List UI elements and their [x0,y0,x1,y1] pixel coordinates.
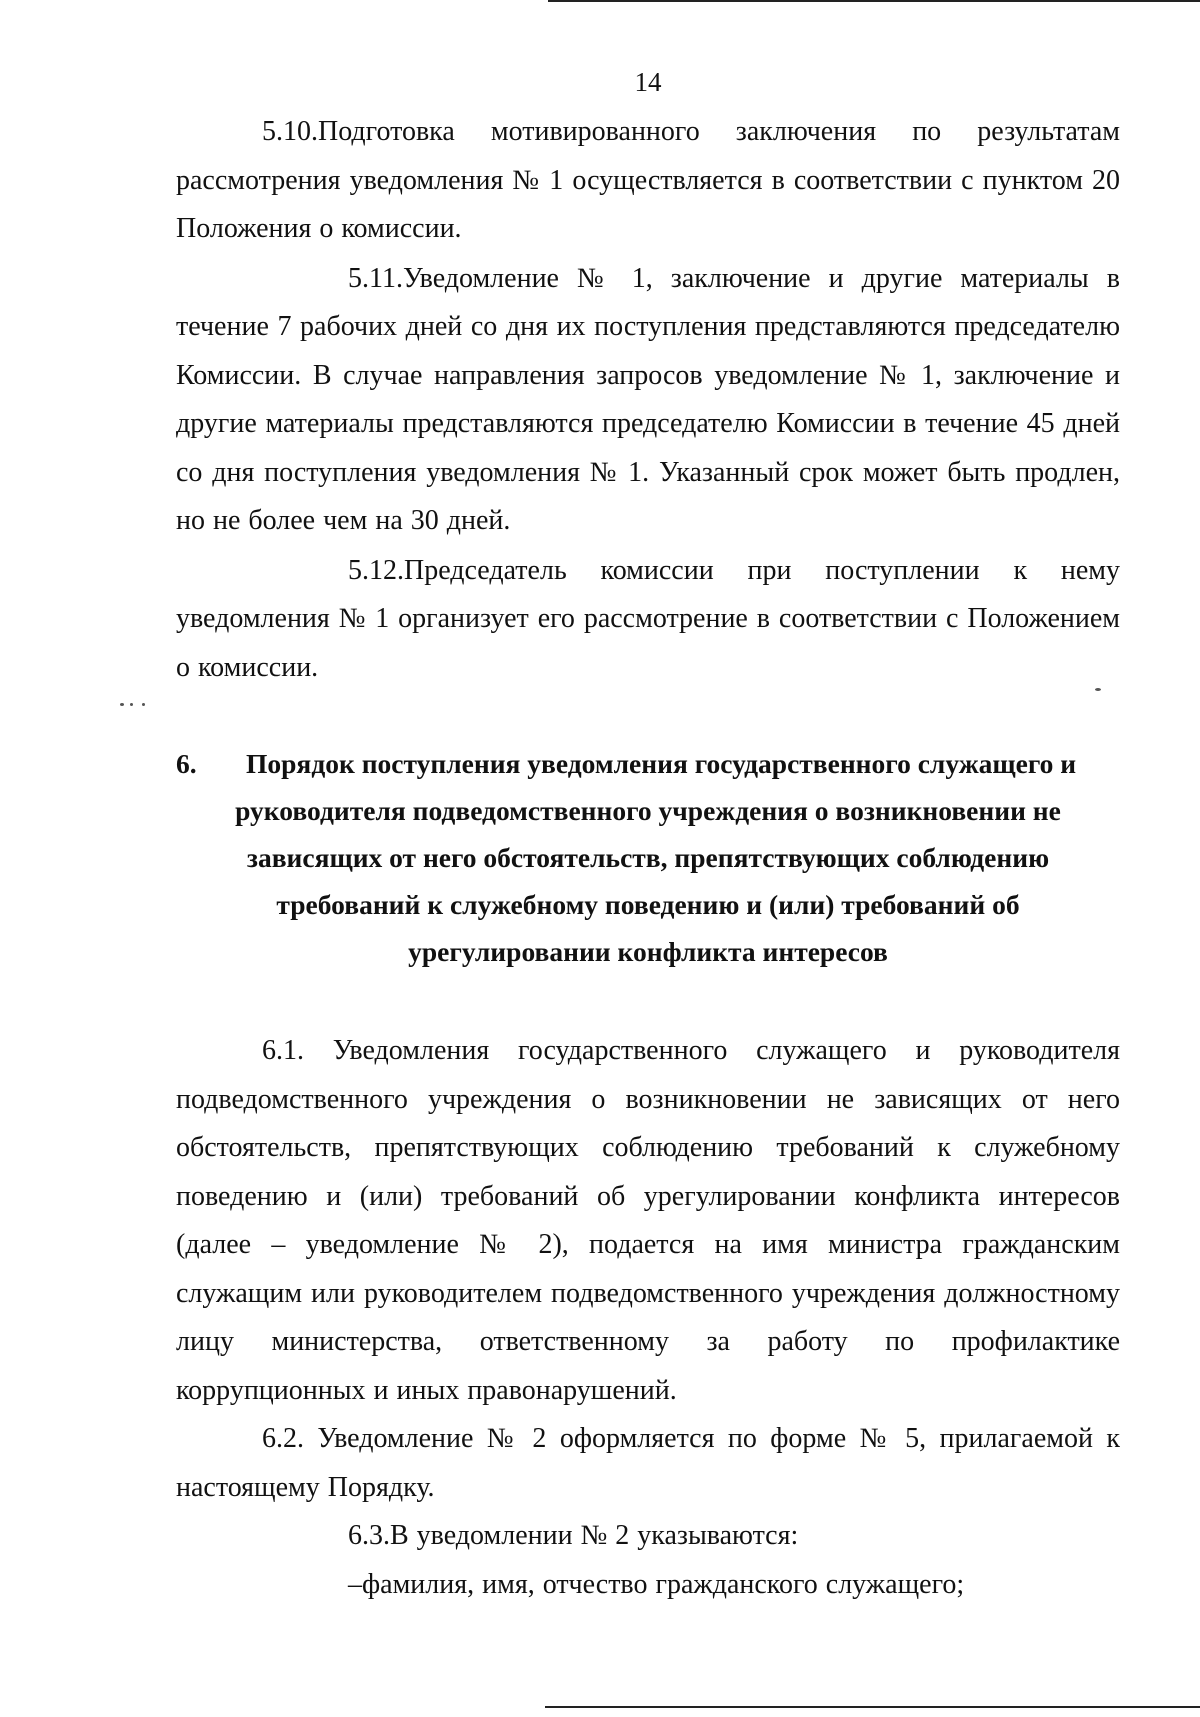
paragraph-5-10: 5.10.Подготовка мотивированного заключения по результатам рассмотрения уведомления № 1 осуществляется в соответствии с пунктом 20 Положения о комиссии. [176,116,1120,244]
paragraph-5-12 [176,547,1120,693]
bullet-dash: – [348,1568,362,1600]
paragraph-5-11-number: 5.11. [348,262,403,294]
scan-speck [1095,688,1101,691]
paragraph-5-11-text: Уведомление № 1, заключение и другие материалы в течение 7 рабочих дней со дня их поступления представляются председателю Комиссии. В случае направления запросов уведомление № 1, заключение и другие материалы представляются председателю Комиссии в течение 45 дней со дня поступления уведомления № 1. Указанный срок может быть продлен, но не более чем на 30 дней. [176,262,1120,536]
scan-speck [120,703,124,706]
section-6-title-line-4: требований к служебному поведению и (или) требований об [276,889,1020,920]
page-number: 14 [634,67,662,97]
scan-speck [142,703,145,706]
paragraph-6-3 [176,1512,1120,1561]
paragraph-5-12-text: Председатель комиссии при поступлении к нему уведомления № 1 организует его рассмотрение в соответствии с Положением о комиссии. [176,554,1120,683]
section-6-heading [176,740,1120,975]
paragraph-5-11 [176,255,1120,546]
section-6-title-line-5: урегулировании конфликта интересов [408,936,888,967]
paragraph-6-3-number: 6.3. [348,1520,390,1551]
document-page [176,62,1120,1609]
paragraph-5-12-number: 5.12. [348,554,404,586]
scan-speck [130,703,133,706]
section-6-heading-line-1 [176,740,1120,787]
paragraph-6-1: 6.1. Уведомления государственного служащего и руководителя подведомственного учреждения о возникновении не зависящих от него обстоятельств, препятствующих соблюдению требований к служебному поведению и (или) требований об урегулировании конфликта интересов (далее – уведомление № 2), подается на имя министра гражданским служащим или руководителем подведомственного учреждения должностному лицу министерства, ответственному за работу по профилактике коррупционных и иных правонарушений. [176,1035,1120,1406]
paragraph-6-2: 6.2. Уведомление № 2 оформляется по форме № 5, прилагаемой к настоящему Порядку. [176,1423,1120,1503]
section-6-title-line-3: зависящих от него обстоятельств, препятствующих соблюдению [246,842,1050,873]
top-border-line [548,0,1200,2]
bottom-border-line [545,1706,1200,1708]
section-6-title-line-2: руководителя подведомственного учреждения о возникновении не [235,795,1061,826]
bullet-item-1 [176,1561,1120,1610]
section-6-title-line-1: Порядок поступления уведомления государственного служащего и [246,748,1077,779]
bullet-item-1-text: фамилия, имя, отчество гражданского служащего; [362,1568,965,1600]
section-6-number: 6. [176,748,197,779]
paragraph-6-3-text: В уведомлении № 2 указываются: [390,1520,799,1551]
